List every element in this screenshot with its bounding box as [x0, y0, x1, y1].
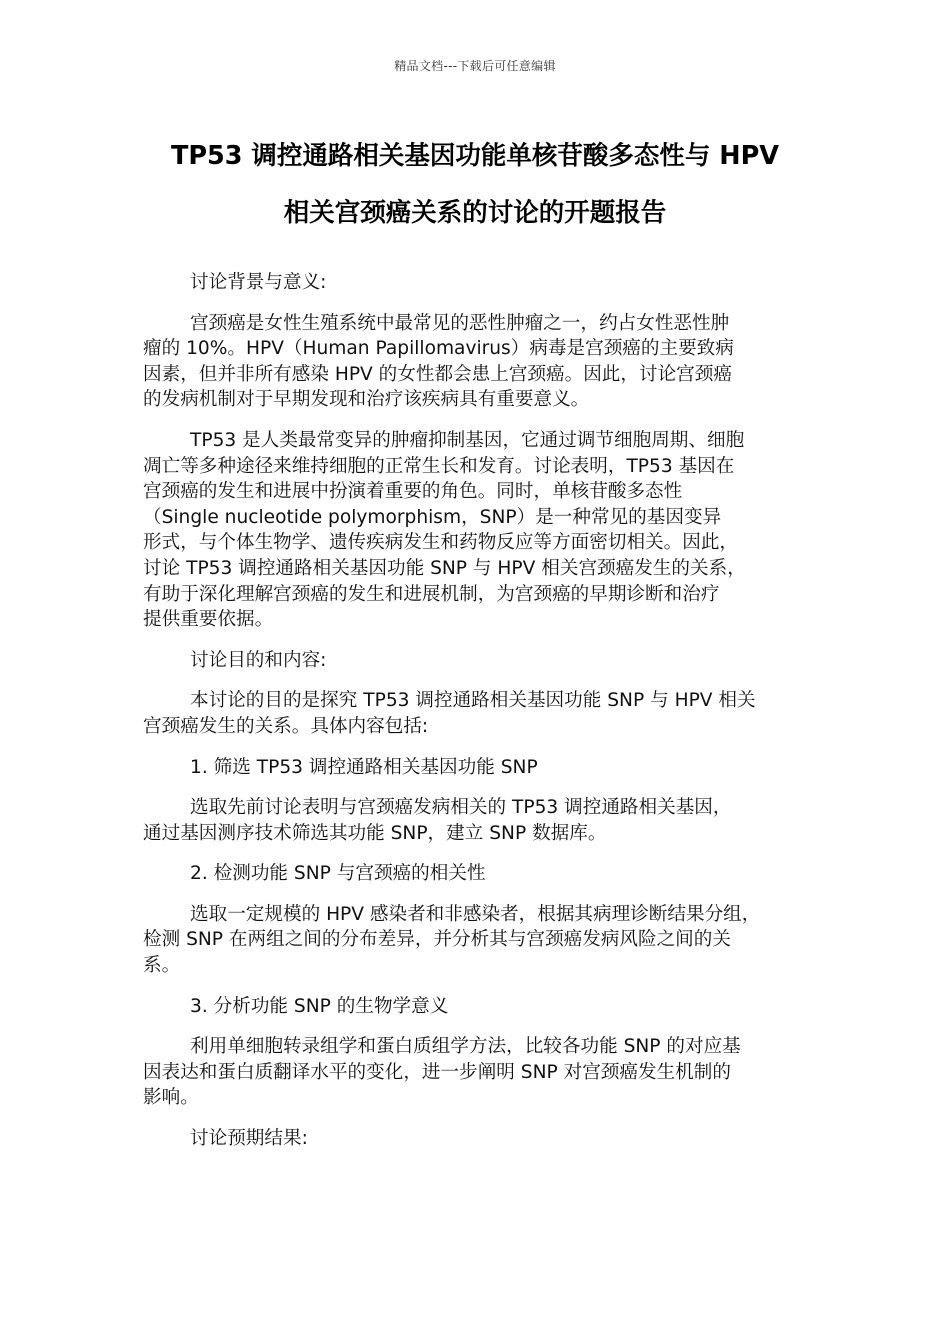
list-item-heading-2: 2. 检测功能 SNP 与宫颈癌的相关性 [190, 863, 486, 885]
paragraph-line: 影响。 [143, 1087, 199, 1109]
list-item-heading-3: 3. 分析功能 SNP 的生物学意义 [190, 995, 449, 1017]
paragraph-line: 通过基因测序技术筛选其功能 SNP，建立 SNP 数据库。 [143, 822, 607, 844]
paragraph-4 [143, 795, 808, 846]
paragraph-line: 选取一定规模的 HPV 感染者和非感染者，根据其病理诊断结果分组， [190, 903, 761, 925]
paragraph-line: 宫颈癌是女性生殖系统中最常见的恶性肿瘤之一，约占女性恶性肿 [190, 312, 730, 334]
paragraph-line: 检测 SNP 在两组之间的分布差异，并分析其与宫颈癌发病风险之间的关 [143, 929, 731, 951]
paragraph-line: 凋亡等多种途径来维持细胞的正常生长和发育。讨论表明，TP53 基因在 [143, 455, 735, 477]
paragraph-line: 有助于深化理解宫颈癌的发生和进展机制，为宫颈癌的早期诊断和治疗 [143, 583, 720, 605]
paragraph-2 [143, 428, 808, 633]
paragraph-line: 系。 [143, 955, 181, 977]
section-heading-background: 讨论背景与意义: [190, 272, 327, 293]
paragraph-line: 利用单细胞转录组学和蛋白质组学方法，比较各功能 SNP 的对应基 [190, 1036, 741, 1058]
paragraph-line: 的发病机制对于早期发现和治疗该疾病具有重要意义。 [143, 389, 590, 411]
paragraph-line: （Single nucleotide polymorphism，SNP）是一种常见的基因变异 [143, 506, 722, 528]
document-title [130, 128, 820, 242]
paragraph-6 [143, 1034, 808, 1111]
paragraph-3 [143, 688, 808, 739]
paragraph-line: 选取先前讨论表明与宫颈癌发病相关的 TP53 调控通路相关基因， [190, 797, 732, 819]
paragraph-line: 瘤的 10%。HPV（Human Papillomavirus）病毒是宫颈癌的主要致病 [143, 338, 734, 360]
paragraph-line: TP53 是人类最常变异的肿瘤抑制基因，它通过调节细胞周期、细胞 [190, 429, 745, 451]
paragraph-5 [143, 902, 808, 979]
title-line-2: 相关宫颈癌关系的讨论的开题报告 [283, 198, 667, 228]
paragraph-line: 讨论 TP53 调控通路相关基因功能 SNP 与 HPV 相关宫颈癌发生的关系， [143, 557, 746, 579]
paragraph-line: 因表达和蛋白质翻译水平的变化，进一步阐明 SNP 对宫颈癌发生机制的 [143, 1061, 731, 1083]
title-line-1: TP53 调控通路相关基因功能单核苷酸多态性与 HPV [170, 141, 780, 171]
paragraph-line: 宫颈癌的发生和进展中扮演着重要的角色。同时，单核苷酸多态性 [143, 481, 683, 503]
paragraph-line: 形式，与个体生物学、遗传疾病发生和药物反应等方面密切相关。因此， [143, 532, 739, 554]
list-item-heading-1: 1. 筛选 TP53 调控通路相关基因功能 SNP [190, 756, 538, 778]
document-body [143, 270, 808, 1167]
paragraph-line: 因素，但并非所有感染 HPV 的女性都会患上宫颈癌。因此，讨论宫颈癌 [143, 363, 732, 385]
section-heading-expected-results: 讨论预期结果: [190, 1128, 308, 1150]
page-header: 精品文档---下载后可任意编辑 [394, 59, 556, 73]
paragraph-1 [143, 311, 808, 413]
paragraph-line: 宫颈癌发生的关系。具体内容包括: [143, 715, 429, 737]
section-heading-goals: 讨论目的和内容: [190, 649, 327, 671]
paragraph-line: 提供重要依据。 [143, 609, 274, 631]
paragraph-line: 本讨论的目的是探究 TP53 调控通路相关基因功能 SNP 与 HPV 相关 [190, 690, 756, 712]
